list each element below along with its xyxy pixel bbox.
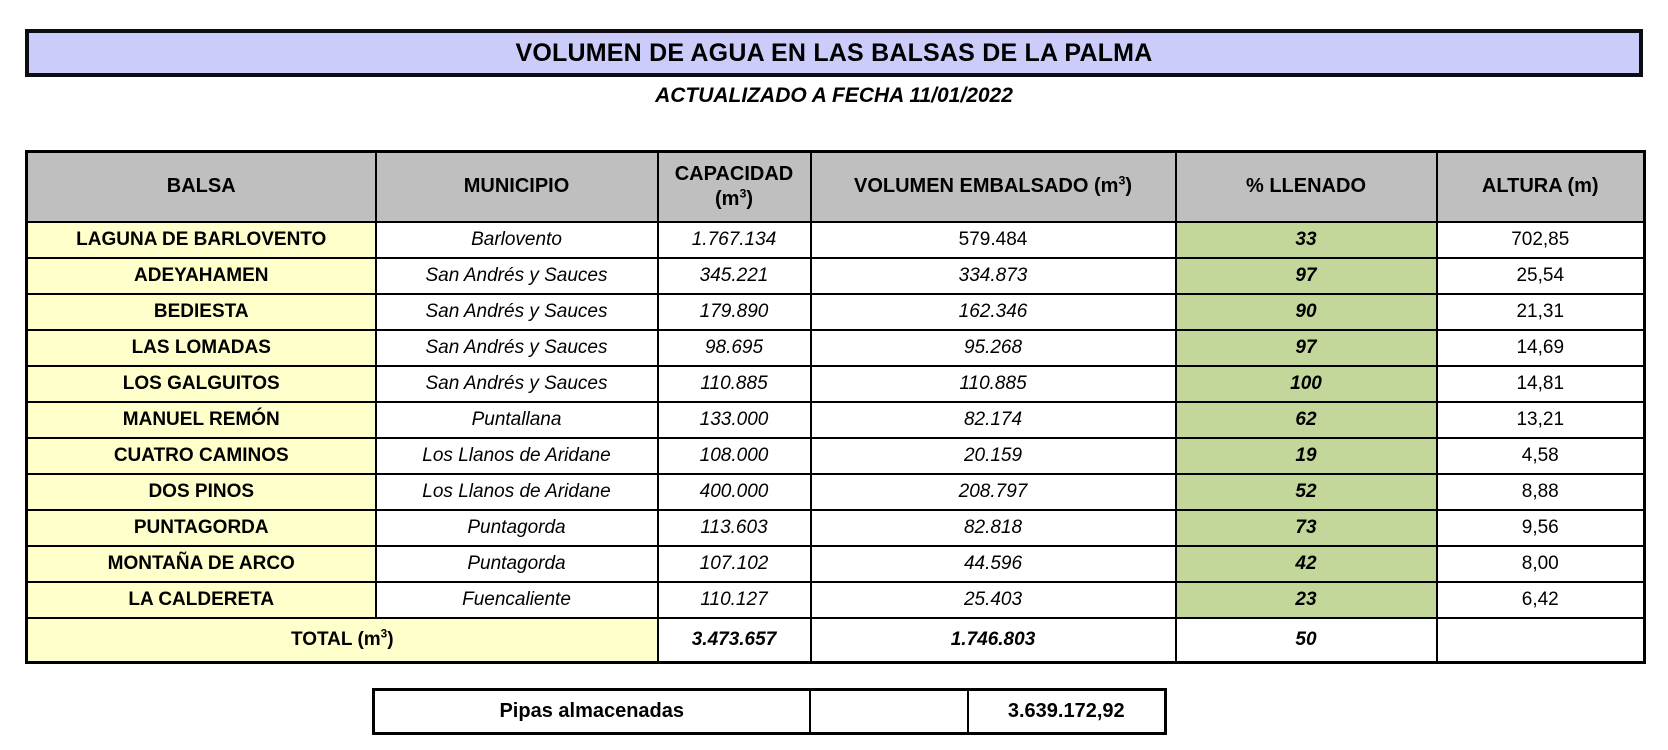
altura-cell: 8,88 bbox=[1437, 474, 1645, 510]
capacidad-cell: 113.603 bbox=[658, 510, 811, 546]
balsa-cell: ADEYAHAMEN bbox=[27, 258, 376, 294]
table-row bbox=[27, 438, 1645, 474]
volumen-cell: 25.403 bbox=[811, 582, 1176, 618]
header-capacidad: CAPACIDAD $(m^3)$ bbox=[658, 152, 811, 222]
balsa-cell: LAGUNA DE BARLOVENTO bbox=[27, 222, 376, 258]
volumen-cell: 334.873 bbox=[811, 258, 1176, 294]
pipas-value: 3.639.172,92 bbox=[968, 690, 1166, 734]
balsa-cell: PUNTAGORDA bbox=[27, 510, 376, 546]
header-llenado: % LLENADO bbox=[1176, 152, 1437, 222]
municipio-cell: Fuencaliente bbox=[376, 582, 658, 618]
volumen-cell: 579.484 bbox=[811, 222, 1176, 258]
altura-cell: 8,00 bbox=[1437, 546, 1645, 582]
header-municipio: MUNICIPIO bbox=[376, 152, 658, 222]
capacidad-cell: 345.221 bbox=[658, 258, 811, 294]
capacidad-cell: 1.767.134 bbox=[658, 222, 811, 258]
total-label-cell: TOTAL $(m^3)$ bbox=[27, 618, 658, 663]
municipio-cell: Barlovento bbox=[376, 222, 658, 258]
table-row bbox=[27, 330, 1645, 366]
balsa-cell: LAS LOMADAS bbox=[27, 330, 376, 366]
table-row bbox=[27, 258, 1645, 294]
volumen-cell: 208.797 bbox=[811, 474, 1176, 510]
table-row bbox=[27, 366, 1645, 402]
llenado-cell: 62 bbox=[1176, 402, 1437, 438]
llenado-cell: 73 bbox=[1176, 510, 1437, 546]
altura-cell: 13,21 bbox=[1437, 402, 1645, 438]
municipio-cell: Puntallana bbox=[376, 402, 658, 438]
llenado-cell: 23 bbox=[1176, 582, 1437, 618]
balsa-cell: CUATRO CAMINOS bbox=[27, 438, 376, 474]
llenado-cell: 19 bbox=[1176, 438, 1437, 474]
municipio-cell: San Andrés y Sauces bbox=[376, 258, 658, 294]
capacidad-cell: 110.127 bbox=[658, 582, 811, 618]
llenado-cell: 52 bbox=[1176, 474, 1437, 510]
balsa-cell: DOS PINOS bbox=[27, 474, 376, 510]
volumen-cell: 162.346 bbox=[811, 294, 1176, 330]
municipio-cell: Los Llanos de Aridane bbox=[376, 474, 658, 510]
capacidad-cell: 110.885 bbox=[658, 366, 811, 402]
altura-cell: 14,81 bbox=[1437, 366, 1645, 402]
subtitle-updated-date: ACTUALIZADO A FECHA 11/01/2022 bbox=[655, 84, 1013, 107]
capacidad-cell: 133.000 bbox=[658, 402, 811, 438]
altura-cell: 4,58 bbox=[1437, 438, 1645, 474]
table-row bbox=[27, 546, 1645, 582]
table-row bbox=[27, 222, 1645, 258]
pipas-empty-cell bbox=[810, 690, 968, 734]
header-altura: ALTURA (m) bbox=[1437, 152, 1645, 222]
balsa-cell: MANUEL REMÓN bbox=[27, 402, 376, 438]
table-row bbox=[27, 294, 1645, 330]
capacidad-cell: 107.102 bbox=[658, 546, 811, 582]
capacidad-cell: 108.000 bbox=[658, 438, 811, 474]
volumen-cell: 20.159 bbox=[811, 438, 1176, 474]
table-row bbox=[27, 402, 1645, 438]
balsas-table bbox=[25, 150, 1646, 664]
municipio-cell: Puntagorda bbox=[376, 510, 658, 546]
total-altura-cell bbox=[1437, 618, 1645, 663]
llenado-cell: 33 bbox=[1176, 222, 1437, 258]
pipas-table bbox=[372, 688, 1167, 735]
altura-cell: 9,56 bbox=[1437, 510, 1645, 546]
llenado-cell: 97 bbox=[1176, 258, 1437, 294]
altura-cell: 6,42 bbox=[1437, 582, 1645, 618]
municipio-cell: San Andrés y Sauces bbox=[376, 366, 658, 402]
table-row bbox=[27, 474, 1645, 510]
page-title: VOLUMEN DE AGUA EN LAS BALSAS DE LA PALMA bbox=[515, 38, 1153, 67]
total-llenado-cell: 50 bbox=[1176, 618, 1437, 663]
balsa-cell: MONTAÑA DE ARCO bbox=[27, 546, 376, 582]
volumen-cell: 110.885 bbox=[811, 366, 1176, 402]
llenado-cell: 97 bbox=[1176, 330, 1437, 366]
total-volumen-cell: 1.746.803 bbox=[811, 618, 1176, 663]
capacidad-cell: 179.890 bbox=[658, 294, 811, 330]
volumen-cell: 95.268 bbox=[811, 330, 1176, 366]
altura-cell: 21,31 bbox=[1437, 294, 1645, 330]
pipas-row bbox=[374, 690, 1166, 734]
pipas-label: Pipas almacenadas bbox=[374, 690, 810, 734]
balsa-cell: LOS GALGUITOS bbox=[27, 366, 376, 402]
table-row bbox=[27, 510, 1645, 546]
municipio-cell: San Andrés y Sauces bbox=[376, 330, 658, 366]
llenado-cell: 100 bbox=[1176, 366, 1437, 402]
header-balsa: BALSA bbox=[27, 152, 376, 222]
municipio-cell: San Andrés y Sauces bbox=[376, 294, 658, 330]
capacidad-cell: 98.695 bbox=[658, 330, 811, 366]
volumen-cell: 82.818 bbox=[811, 510, 1176, 546]
header-row bbox=[27, 152, 1645, 222]
municipio-cell: Puntagorda bbox=[376, 546, 658, 582]
total-row bbox=[27, 618, 1645, 663]
table-row bbox=[27, 582, 1645, 618]
altura-cell: 14,69 bbox=[1437, 330, 1645, 366]
balsa-cell: LA CALDERETA bbox=[27, 582, 376, 618]
altura-cell: 702,85 bbox=[1437, 222, 1645, 258]
altura-cell: 25,54 bbox=[1437, 258, 1645, 294]
llenado-cell: 90 bbox=[1176, 294, 1437, 330]
capacidad-cell: 400.000 bbox=[658, 474, 811, 510]
total-capacidad-cell: 3.473.657 bbox=[658, 618, 811, 663]
llenado-cell: 42 bbox=[1176, 546, 1437, 582]
header-volumen-embalsado: VOLUMEN EMBALSADO $(m^3)$ bbox=[811, 152, 1176, 222]
volumen-cell: 82.174 bbox=[811, 402, 1176, 438]
volumen-cell: 44.596 bbox=[811, 546, 1176, 582]
balsa-cell: BEDIESTA bbox=[27, 294, 376, 330]
municipio-cell: Los Llanos de Aridane bbox=[376, 438, 658, 474]
title-bar bbox=[25, 29, 1643, 77]
